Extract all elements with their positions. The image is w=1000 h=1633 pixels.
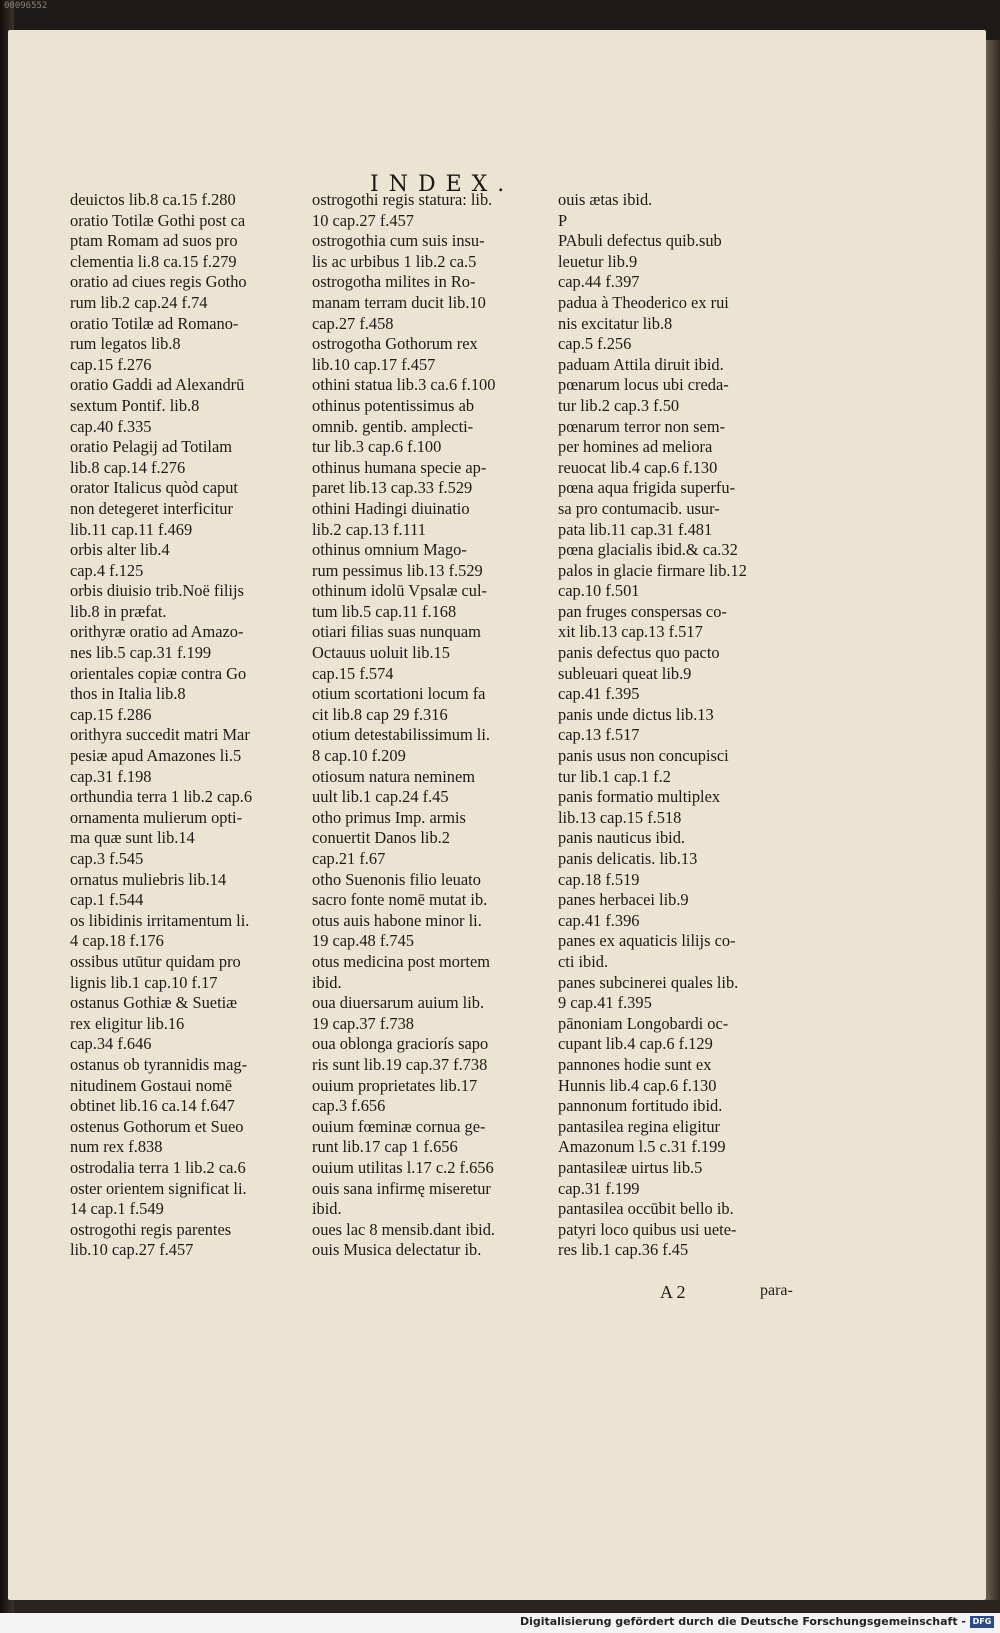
index-line: cap.40 f.335 (70, 416, 152, 436)
index-line: cap.15 f.574 (312, 663, 394, 683)
index-line: oua oblonga graciorís sapo (312, 1034, 489, 1054)
index-line: ma quæ sunt lib.14 (70, 828, 195, 848)
catchword: para- (760, 1282, 793, 1299)
index-line: 4 cap.18 f.176 (70, 931, 164, 951)
index-line: res lib.1 cap.36 f.45 (558, 1240, 689, 1260)
index-line: rum legatos lib.8 (70, 334, 181, 354)
index-line: pannonum fortitudo ibid. (558, 1096, 723, 1116)
index-line: orbis alter lib.4 (70, 540, 170, 560)
index-line: PAbuli defectus quib.sub (558, 231, 722, 251)
index-line: ossibus utūtur quidam pro (70, 951, 241, 971)
index-line: 14 cap.1 f.549 (70, 1199, 164, 1219)
index-line: pan fruges conspersas co- (558, 601, 727, 621)
index-line: otus auis habone minor li. (312, 910, 482, 930)
index-line: pesiæ apud Amazones li.5 (70, 746, 242, 766)
index-line: 19 cap.48 f.745 (312, 931, 414, 951)
index-line: pantasileæ uirtus lib.5 (558, 1157, 703, 1177)
index-line: nis excitatur lib.8 (558, 313, 673, 333)
index-line: Amazonum l.5 c.31 f.199 (558, 1137, 726, 1157)
index-line: otho primus Imp. armis (312, 807, 466, 827)
index-line: 9 cap.41 f.395 (558, 993, 652, 1013)
index-line: cti ibid. (558, 951, 609, 971)
index-line: lib.10 cap.17 f.457 (312, 354, 436, 374)
signature-mark: A 2 (660, 1282, 686, 1302)
index-line: otho Suenonis filio leuato (312, 869, 481, 889)
index-line: lib.10 cap.27 f.457 (70, 1240, 194, 1260)
index-line: palos in glacie firmare lib.12 (558, 560, 747, 580)
index-line: ostanus ob tyrannidis mag- (70, 1054, 248, 1074)
index-line: paret lib.13 cap.33 f.529 (312, 478, 473, 498)
index-line: ostrogotha Gothorum rex (312, 334, 478, 354)
index-line: ibid. (312, 1199, 342, 1219)
index-line: oua diuersarum auium lib. (312, 993, 485, 1013)
index-line: panis defectus quo pacto (558, 643, 720, 663)
index-line: oratio ad ciues regis Gotho (70, 272, 247, 292)
index-line: P (558, 210, 568, 230)
index-line: ouis Musica delectatur ib. (312, 1240, 482, 1260)
index-line: otiosum natura neminem (312, 766, 475, 786)
index-line: rex eligitur lib.16 (70, 1013, 185, 1033)
index-line: orithyra succedit matri Mar (70, 725, 250, 745)
index-line: ouis sana infirmę miseretur (312, 1178, 491, 1198)
index-line: sacro fonte nomē mutat ib. (312, 890, 488, 910)
index-line: pœnarum terror non sem- (558, 416, 726, 436)
index-line: reuocat lib.4 cap.6 f.130 (558, 457, 718, 477)
index-line: patyri loco quibus usi uete- (558, 1219, 737, 1239)
index-line: ostrogothia cum suis insu- (312, 231, 485, 251)
index-line: othinum idolū Vpsalæ cul- (312, 581, 487, 601)
index-line: pantasilea occūbit bello ib. (558, 1199, 734, 1219)
index-line: tum lib.5 cap.11 f.168 (312, 601, 457, 621)
index-line: otus medicina post mortem (312, 951, 490, 971)
index-line: sextum Pontif. lib.8 (70, 395, 200, 415)
index-column-2 (312, 190, 547, 1261)
index-line: ptam Romam ad suos pro (70, 231, 238, 251)
index-line: ouium fœminæ cornua ge- (312, 1116, 486, 1136)
index-line: pantasilea regina eligitur (558, 1116, 721, 1136)
index-line: clementia li.8 ca.15 f.279 (70, 251, 237, 271)
funding-notice: Digitalisierung gefördert durch die Deutsche Forschungsgemeinschaft - (519, 1615, 966, 1628)
index-line: cupant lib.4 cap.6 f.129 (558, 1034, 713, 1054)
index-line: paduam Attila diruit ibid. (558, 354, 724, 374)
index-line: othinus humana specie ap- (312, 457, 487, 477)
index-line: pœnarum locus ubi creda- (558, 375, 729, 395)
index-line: oratio Pelagij ad Totilam (70, 437, 232, 457)
index-line: cap.15 f.276 (70, 354, 152, 374)
index-line: cap.27 f.458 (312, 313, 394, 333)
index-line: orthundia terra 1 lib.2 cap.6 (70, 787, 253, 807)
index-line: othini Hadingi diuinatio (312, 498, 470, 518)
index-line: cap.21 f.67 (312, 849, 386, 868)
index-line: pœna aqua frigida superfu- (558, 478, 736, 498)
index-line: orbis diuisio trib.Noë filijs (70, 581, 244, 601)
index-line: obtinet lib.16 ca.14 f.647 (70, 1096, 235, 1116)
index-line: leuetur lib.9 (558, 251, 638, 271)
index-line: num rex f.838 (70, 1137, 163, 1157)
index-line: ostrodalia terra 1 lib.2 ca.6 (70, 1157, 246, 1177)
index-line: panis usus non concupisci (558, 746, 729, 766)
dfg-logo: DFG (970, 1616, 994, 1628)
index-line: lib.2 cap.13 f.111 (312, 519, 426, 539)
index-line: orientales copiæ contra Go (70, 663, 247, 683)
index-line: non detegeret interficitur (70, 498, 233, 518)
index-line: cap.31 f.198 (70, 766, 152, 786)
index-line: per homines ad meliora (558, 437, 713, 457)
index-line: rum lib.2 cap.24 f.74 (70, 292, 208, 312)
index-line: 19 cap.37 f.738 (312, 1013, 414, 1033)
index-line: oratio Gaddi ad Alexandrū (70, 375, 245, 395)
index-line: cap.15 f.286 (70, 704, 152, 724)
index-line: nes lib.5 cap.31 f.199 (70, 643, 212, 663)
index-line: xit lib.13 cap.13 f.517 (558, 622, 703, 642)
index-line: cap.13 f.517 (558, 725, 640, 745)
index-line: pānoniam Longobardi oc- (558, 1013, 729, 1033)
index-line: cap.18 f.519 (558, 869, 640, 889)
index-line: cap.10 f.501 (558, 581, 640, 601)
index-line: otium detestabilissimum li. (312, 725, 491, 745)
index-line: cap.41 f.396 (558, 910, 640, 930)
index-line: cap.5 f.256 (558, 334, 632, 354)
index-line: cap.3 f.545 (70, 849, 144, 868)
index-line: ostenus Gothorum et Sueo (70, 1116, 244, 1136)
index-line: pannones hodie sunt ex (558, 1054, 712, 1074)
index-line: pata lib.11 cap.31 f.481 (558, 519, 713, 539)
index-line: ouium utilitas l.17 c.2 f.656 (312, 1157, 494, 1177)
index-line: conuertit Danos lib.2 (312, 828, 450, 848)
index-line: panes ex aquaticis lilijs co- (558, 931, 736, 951)
index-line: othinus omnium Mago- (312, 540, 467, 560)
index-line: tur lib.3 cap.6 f.100 (312, 437, 442, 457)
index-line: panis delicatis. lib.13 (558, 849, 698, 868)
index-line: runt lib.17 cap 1 f.656 (312, 1137, 458, 1157)
index-line: os libidinis irritamentum li. (70, 910, 250, 930)
index-line: nitudinem Gostaui nomē (70, 1075, 233, 1095)
index-line: othini statua lib.3 ca.6 f.100 (312, 375, 496, 395)
index-line: cap.44 f.397 (558, 272, 640, 292)
index-line: oster orientem significat li. (70, 1178, 247, 1198)
index-line: oues lac 8 mensib.dant ibid. (312, 1219, 495, 1239)
index-line: deuictos lib.8 ca.15 f.280 (70, 190, 236, 209)
index-line: cap.34 f.646 (70, 1034, 152, 1054)
index-line: panis nauticus ibid. (558, 828, 686, 848)
index-column-3 (558, 190, 793, 1261)
index-line: cap.31 f.199 (558, 1178, 640, 1198)
index-line: ouis ætas ibid. (558, 190, 653, 209)
index-line: ostrogothi regis statura: lib. (312, 190, 493, 209)
index-line: othinus potentissimus ab (312, 395, 475, 415)
index-line: tur lib.1 cap.1 f.2 (558, 766, 671, 786)
index-line: cap.1 f.544 (70, 890, 144, 910)
index-line: subleuari queat lib.9 (558, 663, 692, 683)
index-line: otiari filias suas nunquam (312, 622, 481, 642)
index-line: lib.11 cap.11 f.469 (70, 519, 193, 539)
index-line: panis unde dictus lib.13 (558, 704, 714, 724)
index-line: lib.13 cap.15 f.518 (558, 807, 682, 827)
index-line: ornatus muliebris lib.14 (70, 869, 227, 889)
index-line: ostrogotha milites in Ro- (312, 272, 476, 292)
index-line: padua à Theoderico ex rui (558, 292, 729, 312)
index-line: cit lib.8 cap 29 f.316 (312, 704, 448, 724)
scan-id-label: 00096552 (4, 1, 48, 11)
index-line: ostanus Gothiæ & Suetiæ (70, 993, 238, 1013)
index-line: oratio Totilæ Gothi post ca (70, 210, 246, 230)
page-header: INDEX. (370, 172, 515, 197)
index-line: ostrogothi regis parentes (70, 1219, 232, 1239)
page-edge (986, 40, 1000, 1600)
index-line: otium scortationi locum fa (312, 684, 486, 704)
index-line: cap.41 f.395 (558, 684, 640, 704)
index-line: lignis lib.1 cap.10 f.17 (70, 972, 218, 992)
index-line: pœna glacialis ibid.& ca.32 (558, 540, 738, 560)
index-line: orator Italicus quòd caput (70, 478, 238, 498)
index-line: tur lib.2 cap.3 f.50 (558, 395, 680, 415)
index-line: rum pessimus lib.13 f.529 (312, 560, 483, 580)
index-line: ouium proprietates lib.17 (312, 1075, 478, 1095)
index-line: oratio Totilæ ad Romano- (70, 313, 239, 333)
footer-bar (0, 1613, 1000, 1633)
index-line: omnib. gentib. amplecti- (312, 416, 474, 436)
index-line: ornamenta mulierum opti- (70, 807, 243, 827)
index-line: Hunnis lib.4 cap.6 f.130 (558, 1075, 717, 1095)
index-line: 10 cap.27 f.457 (312, 210, 414, 230)
index-line: thos in Italia lib.8 (70, 684, 186, 704)
index-line: sa pro contumacib. usur- (558, 498, 720, 518)
index-line: orithyræ oratio ad Amazo- (70, 622, 244, 642)
index-line: uult lib.1 cap.24 f.45 (312, 787, 449, 807)
index-line: panes herbacei lib.9 (558, 890, 689, 910)
index-line: ibid. (312, 972, 342, 992)
index-line: cap.3 f.656 (312, 1096, 386, 1116)
index-line: panis formatio multiplex (558, 787, 721, 807)
index-line: lib.8 cap.14 f.276 (70, 457, 186, 477)
index-line: lis ac urbibus 1 lib.2 ca.5 (312, 251, 477, 271)
index-line: manam terram ducit lib.10 (312, 292, 486, 312)
index-line: lib.8 in præfat. (70, 601, 167, 621)
index-line: ris sunt lib.19 cap.37 f.738 (312, 1054, 488, 1074)
index-line: Octauus uoluit lib.15 (312, 643, 450, 663)
index-line: 8 cap.10 f.209 (312, 746, 406, 766)
index-column-1 (70, 190, 305, 1261)
index-line: panes subcinerei quales lib. (558, 972, 739, 992)
index-line: cap.4 f.125 (70, 560, 144, 580)
